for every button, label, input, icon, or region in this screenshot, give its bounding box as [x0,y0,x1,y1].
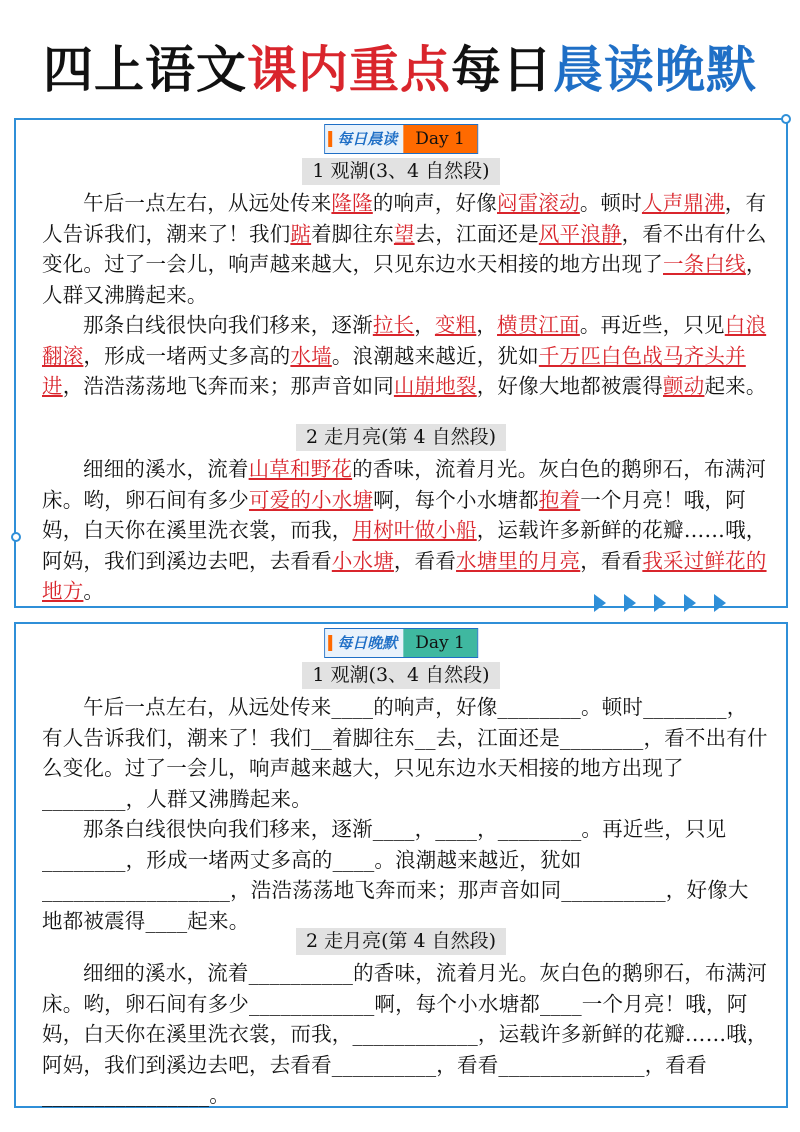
panel-corner-dot [781,114,791,124]
key-phrase: 一条白线 [663,252,746,276]
key-phrase: 人声鼎沸 [641,191,725,215]
text-segment: ，形成一堵两丈多高的 [83,343,291,368]
paragraph [42,188,768,310]
key-phrase: 抱着 [538,487,581,512]
key-phrase: 踮 [290,221,312,246]
key-phrase: 隆隆 [331,191,373,215]
morning-day-badge: Day 1 [403,125,477,153]
text-segment: ，浩浩荡荡地飞奔而来；那声音如同 [62,374,394,398]
text-segment: 。再近些，只见 [579,313,725,337]
key-phrase: 望 [393,221,415,246]
text-segment: 着脚往东 [311,221,394,246]
key-phrase: 我采过鲜花的地方 [42,548,767,603]
evening-header-label: 每日晚默 [325,629,403,657]
text-segment: 。顿时 [579,191,642,215]
key-phrase: 小水塘 [331,548,394,573]
text-segment: ， [476,313,498,337]
paragraph [42,454,768,607]
arrow-icon [714,594,726,612]
page-title: 四上语文课内重点每日晨读晚默 [43,41,757,99]
text-segment: ，运载许多新鲜的花瓣……哦，阿妈，我们到溪边去吧，去看看 [42,518,767,573]
text-segment: ，人群又沸腾起来。 [42,252,767,307]
morning-header-label: 每日晨读 [325,125,403,153]
text-segment: ，看不出有什么变化。过了一会儿，响声越来越大，只见东边水天相接的地方出现了 [42,221,767,276]
key-phrase: 风平浪静 [538,221,622,246]
key-phrase: 拉长 [372,313,415,337]
section-heading-guanchao: 1 观潮(3、4 自然段) [16,662,786,689]
text-segment: 一个月亮！哦，阿妈，白天你在溪里洗衣裳，而我， [42,487,746,542]
text-segment: 午后一点左右，从远处传来 [83,191,332,215]
text-segment: 起来。 [704,374,767,398]
text-segment: 去，江面还是 [414,221,539,246]
paragraph: 细细的溪水，流着__________的香味，流着月光。灰白色的鹅卵石，布满河床。哟，卵石间有多少____________啊，每个小水塘都____一个月亮！哦，阿妈，白天你在溪里洗衣裳，而我，____________，运载许多新鲜的花瓣……哦，阿妈，我们到溪边去吧，去看看__________，看看______________，看看________________。 [42,961,768,1107]
key-phrase: 水塘里的月亮 [456,548,581,573]
key-phrase: 山草和野花 [248,457,353,481]
text-segment: 。 [83,579,105,603]
arrow-icon [594,594,606,612]
morning-header [324,124,478,154]
text-segment: ，看看 [580,548,643,573]
text-segment: ，看看 [393,548,457,573]
key-phrase: 横贯江面 [497,313,580,337]
zouyueliang-text [42,454,768,607]
evening-dictation-panel [14,622,788,1108]
key-phrase: 闷雷滚动 [497,191,580,215]
key-phrase: 颤动 [663,374,705,398]
key-phrase: 白浪翻滚 [42,313,767,368]
key-phrase: 山崩地裂 [393,374,477,398]
guanchao-text [42,188,768,402]
text-segment: 啊，每个小水塘都 [373,487,539,512]
evening-day-badge: Day 1 [403,629,477,657]
arrow-icon [654,594,666,612]
morning-reading-panel [14,118,788,608]
section-heading-zouyueliang: 2 走月亮(第 4 自然段) [16,424,786,451]
key-phrase: 千万匹白色战马齐头并进 [42,343,746,398]
zouyueliang-fill-blank [42,958,768,1111]
text-segment: 那条白线很快向我们移来，逐渐 [83,313,373,337]
key-phrase: 变粗 [434,313,477,337]
section-heading-guanchao: 1 观潮(3、4 自然段) [16,158,786,185]
text-segment: ，有人告诉我们，潮来了！我们 [42,191,767,246]
arrow-icon [684,594,696,612]
arrow-decoration [594,594,726,612]
key-phrase: 用树叶做小船 [352,518,477,542]
evening-header [324,628,478,658]
text-segment: 。浪潮越来越近，犹如 [331,343,539,368]
text-segment: 的响声，好像 [372,191,498,215]
section-heading-zouyueliang: 2 走月亮(第 4 自然段) [16,928,786,955]
key-phrase: 水墙 [290,343,332,368]
paragraph: 午后一点左右，从远处传来____的响声，好像________。顿时________，有人告诉我们，潮来了！我们__着脚往东__去，江面还是________，看不出有什么变化。过了一会儿，响声越来越大，只见东边水天相接的地方出现了________，人群又沸腾起来。 [42,695,768,811]
text-segment: 的香味，流着月光。灰白色的鹅卵石，布满河床。哟，卵石间有多少 [42,457,767,512]
paragraph [42,310,768,402]
text-segment: ， [414,313,435,337]
panel-corner-dot [11,532,21,542]
guanchao-fill-blank [42,692,768,936]
arrow-icon [624,594,636,612]
paragraph: 那条白线很快向我们移来，逐渐____，____，________。再近些，只见________，形成一堵两丈多高的____。浪潮越来越近，犹如__________________，浩浩荡荡地飞奔而来；那声音如同__________，好像大地都被震得____起来。 [42,817,749,933]
text-segment: ，好像大地都被震得 [476,374,664,398]
key-phrase: 可爱的小水塘 [249,487,374,512]
text-segment: 细细的溪水，流着 [83,457,249,481]
